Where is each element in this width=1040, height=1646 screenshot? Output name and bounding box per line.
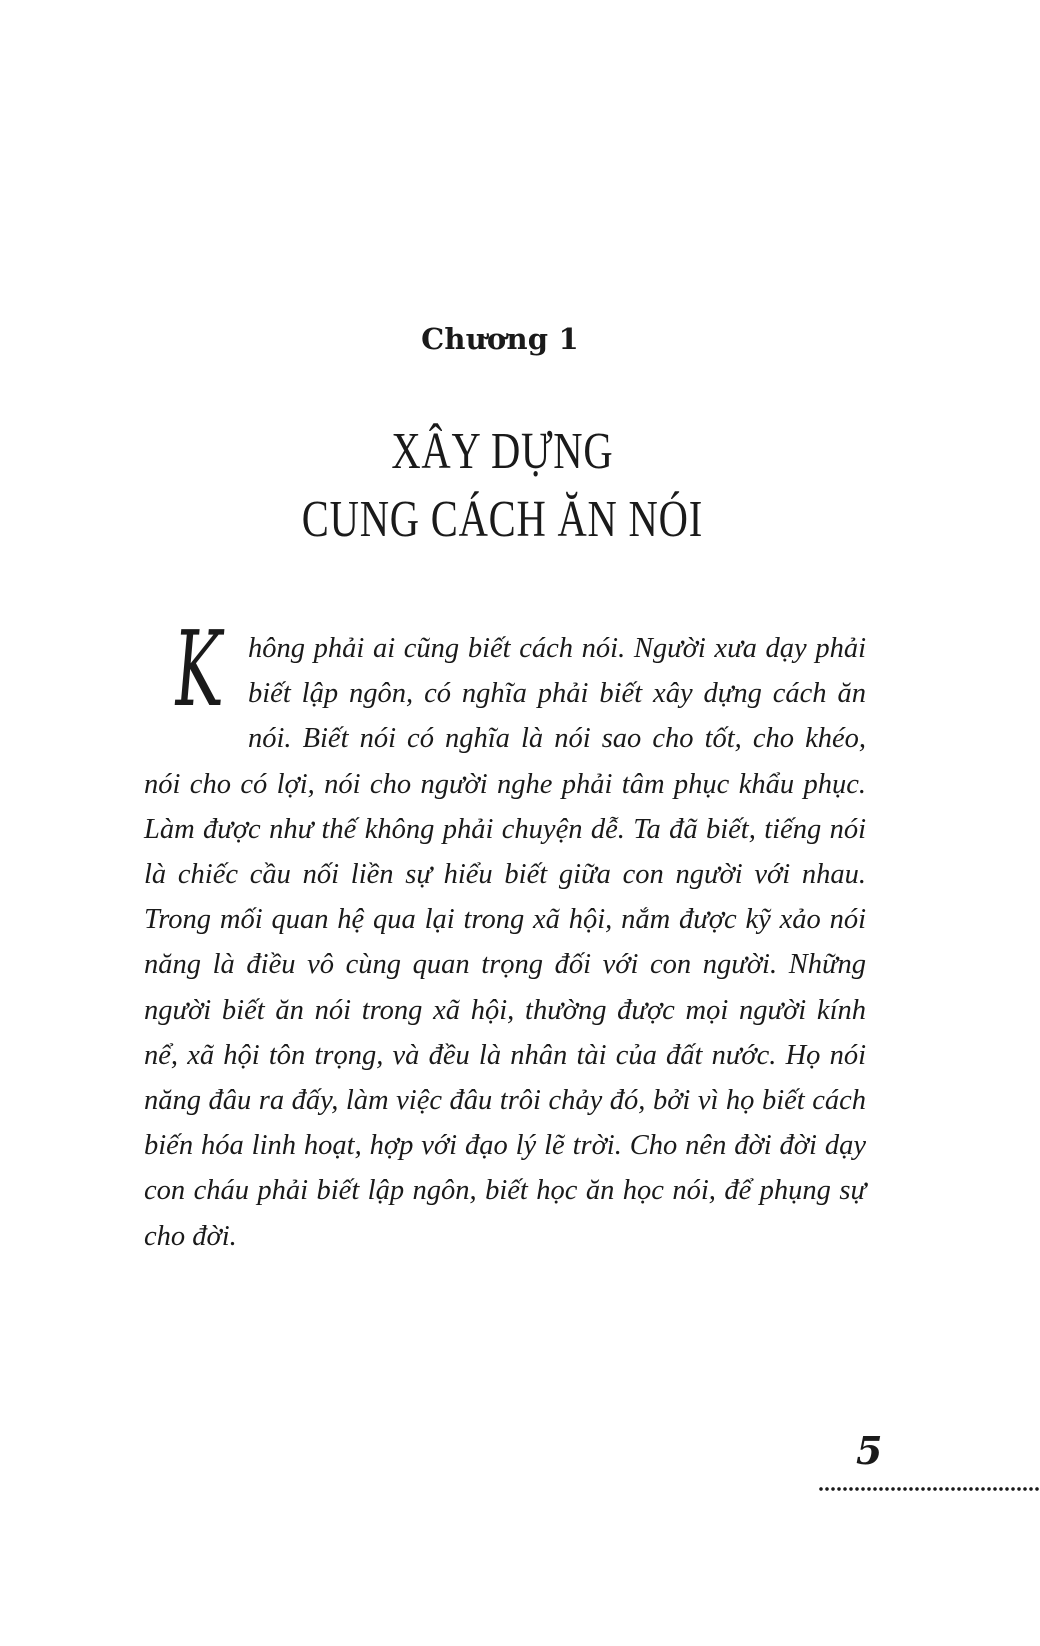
chapter-title-line-1: XÂY DỰNG: [391, 423, 614, 480]
chapter-title-line-2: CUNG CÁCH ĂN NÓI: [301, 491, 703, 548]
footer-dotted-rule: [818, 1486, 1040, 1492]
body-paragraph-text: hông phải ai cũng biết cách nói. Người xưa dạy phải biết lập ngôn, có nghĩa phải biết xây dựng cách ăn nói. Biết nói có nghĩa là nói sao cho tốt, cho khéo, nói cho có lợi, nói cho người nghe phải tâm phục khẩu phục. Làm được như thế không phải chuyện dễ. Ta đã biết, tiếng nói là chiếc cầu nối liền sự hiểu biết giữa con người với nhau. Trong mối quan hệ qua lại trong xã hội, nắm được kỹ xảo nói năng là điều vô cùng quan trọng đối với con người. Những người biết ăn nói trong xã hội, thường được mọi người kính nể, xã hội tôn trọng, và đều là nhân tài của đất nước. Họ nói năng đâu ra đấy, làm việc đâu trôi chảy đó, bởi vì họ biết cách biến hóa linh hoạt, hợp với đạo lý lẽ trời. Cho nên đời đời dạy con cháu phải biết lập ngôn, biết học ăn học nói, để phụng sự cho đời.: [144, 633, 866, 1252]
page-number: 5: [856, 1428, 883, 1473]
chapter-label: Chương 1: [421, 322, 579, 356]
drop-cap: K: [168, 608, 228, 730]
chapter-title: [110, 418, 894, 554]
body-paragraph: [144, 608, 866, 1259]
